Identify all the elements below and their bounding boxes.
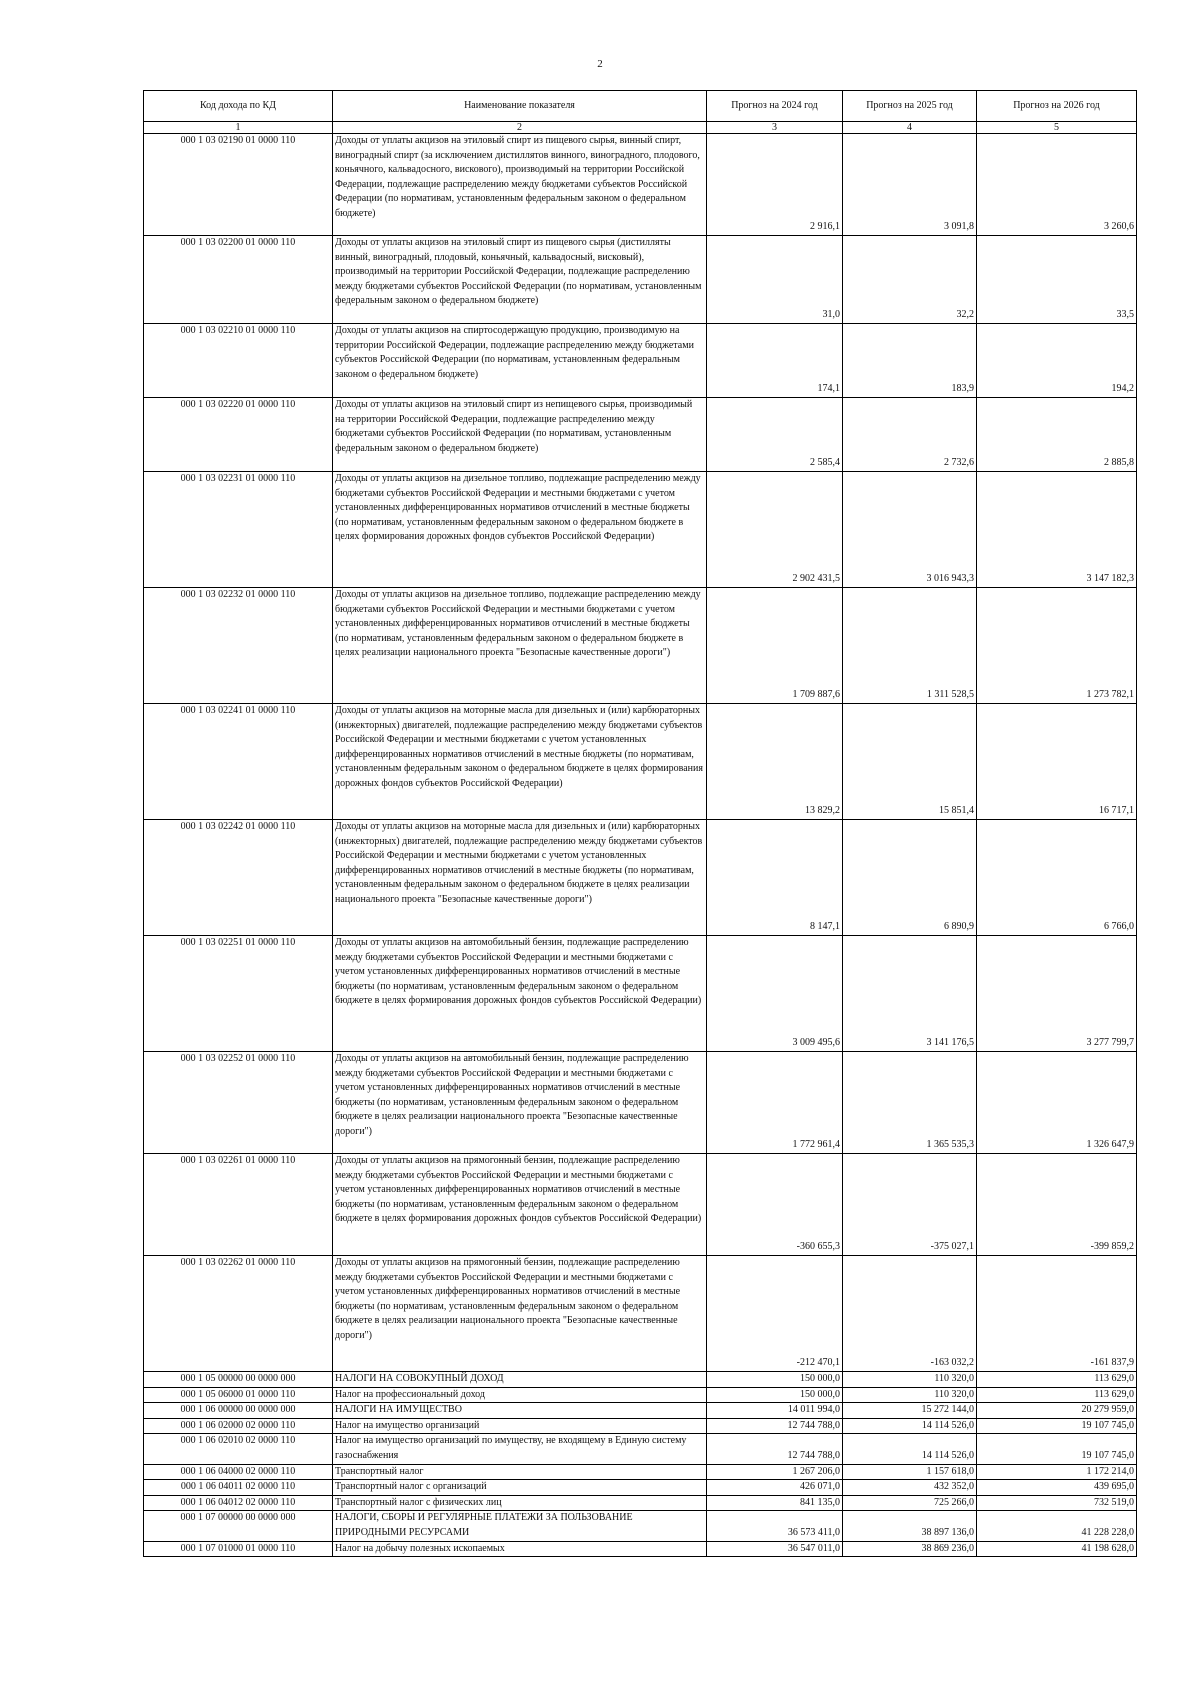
forecast-2026: 3 277 799,7 bbox=[977, 936, 1137, 1052]
indicator-name: НАЛОГИ, СБОРЫ И РЕГУЛЯРНЫЕ ПЛАТЕЖИ ЗА ПОЛЬЗОВАНИЕ ПРИРОДНЫМИ РЕСУРСАМИ bbox=[333, 1511, 707, 1541]
forecast-2025: 6 890,9 bbox=[843, 820, 977, 936]
table-row bbox=[144, 1403, 1137, 1419]
income-code: 000 1 06 04012 02 0000 110 bbox=[144, 1495, 333, 1511]
forecast-2025: -163 032,2 bbox=[843, 1256, 977, 1372]
table-row bbox=[144, 472, 1137, 588]
table-row bbox=[144, 324, 1137, 398]
forecast-2026: 1 273 782,1 bbox=[977, 588, 1137, 704]
forecast-2026: 19 107 745,0 bbox=[977, 1434, 1137, 1464]
forecast-2026: 20 279 959,0 bbox=[977, 1403, 1137, 1419]
forecast-2026: 113 629,0 bbox=[977, 1372, 1137, 1388]
forecast-2024: 1 709 887,6 bbox=[707, 588, 843, 704]
indicator-name: Транспортный налог bbox=[333, 1464, 707, 1480]
header-2025: Прогноз на 2025 год bbox=[843, 91, 977, 122]
indicator-name: Доходы от уплаты акцизов на этиловый спирт из непищевого сырья, производимый на территории Российской Федерации, подлежащие распределению между бюджетами субъектов Российской Федерации (по нормативам, установленным федеральным законом о федеральном бюджете) bbox=[333, 398, 707, 472]
column-number: 2 bbox=[333, 122, 707, 134]
indicator-name: Доходы от уплаты акцизов на спиртосодержащую продукцию, производимую на территории Российской Федерации, подлежащие распределению между бюджетами субъектов Российской Федерации (по нормативам, установленным федеральным законом о федеральном бюджете) bbox=[333, 324, 707, 398]
table-row bbox=[144, 1418, 1137, 1434]
income-code: 000 1 03 02252 01 0000 110 bbox=[144, 1052, 333, 1154]
forecast-2026: 6 766,0 bbox=[977, 820, 1137, 936]
forecast-2025: 3 091,8 bbox=[843, 134, 977, 236]
indicator-name: Налог на добычу полезных ископаемых bbox=[333, 1541, 707, 1557]
income-code: 000 1 03 02200 01 0000 110 bbox=[144, 236, 333, 324]
income-code: 000 1 07 00000 00 0000 000 bbox=[144, 1511, 333, 1541]
table-row bbox=[144, 1495, 1137, 1511]
column-number: 4 bbox=[843, 122, 977, 134]
forecast-2026: -161 837,9 bbox=[977, 1256, 1137, 1372]
forecast-2024: 150 000,0 bbox=[707, 1372, 843, 1388]
income-code: 000 1 06 04000 02 0000 110 bbox=[144, 1464, 333, 1480]
forecast-2024: -360 655,3 bbox=[707, 1154, 843, 1256]
forecast-2024: 2 902 431,5 bbox=[707, 472, 843, 588]
column-number-row bbox=[144, 122, 1137, 134]
income-code: 000 1 03 02210 01 0000 110 bbox=[144, 324, 333, 398]
income-code: 000 1 05 06000 01 0000 110 bbox=[144, 1387, 333, 1403]
header-2024: Прогноз на 2024 год bbox=[707, 91, 843, 122]
forecast-2025: 32,2 bbox=[843, 236, 977, 324]
forecast-2024: 14 011 994,0 bbox=[707, 1403, 843, 1419]
forecast-2025: 38 869 236,0 bbox=[843, 1541, 977, 1557]
indicator-name: Налог на имущество организаций bbox=[333, 1418, 707, 1434]
forecast-2026: 41 228 228,0 bbox=[977, 1511, 1137, 1541]
income-code: 000 1 03 02242 01 0000 110 bbox=[144, 820, 333, 936]
forecast-2024: 2 585,4 bbox=[707, 398, 843, 472]
table-body bbox=[144, 134, 1137, 1557]
income-code: 000 1 03 02251 01 0000 110 bbox=[144, 936, 333, 1052]
income-code: 000 1 05 00000 00 0000 000 bbox=[144, 1372, 333, 1388]
table-row bbox=[144, 1434, 1137, 1464]
forecast-2024: 841 135,0 bbox=[707, 1495, 843, 1511]
indicator-name: Налог на имущество организаций по имуществу, не входящему в Единую систему газоснабжения bbox=[333, 1434, 707, 1464]
indicator-name: Налог на профессиональный доход bbox=[333, 1387, 707, 1403]
forecast-2025: 14 114 526,0 bbox=[843, 1418, 977, 1434]
forecast-2024: 13 829,2 bbox=[707, 704, 843, 820]
forecast-2024: 2 916,1 bbox=[707, 134, 843, 236]
forecast-2024: 150 000,0 bbox=[707, 1387, 843, 1403]
forecast-2026: 194,2 bbox=[977, 324, 1137, 398]
income-code: 000 1 03 02261 01 0000 110 bbox=[144, 1154, 333, 1256]
forecast-2025: 1 365 535,3 bbox=[843, 1052, 977, 1154]
table-row bbox=[144, 1511, 1137, 1541]
indicator-name: Доходы от уплаты акцизов на дизельное топливо, подлежащие распределению между бюджетами субъектов Российской Федерации и местными бюджетами с учетом установленных дифференцированных нормативов отчислений в местные бюджеты (по нормативам, установленным федеральным законом о федеральном бюджете в целях реализации национального проекта "Безопасные качественные дороги") bbox=[333, 588, 707, 704]
forecast-2025: 725 266,0 bbox=[843, 1495, 977, 1511]
forecast-2025: 2 732,6 bbox=[843, 398, 977, 472]
indicator-name: Доходы от уплаты акцизов на этиловый спирт из пищевого сырья, винный спирт, виноградный спирт (за исключением дистиллятов винного, виноградного, плодового, коньячного, кальвадосного, вискового), производимый на территории Российской Федерации, подлежащие распределению между бюджетами субъектов Российской Федерации (по нормативам, установленным федеральным законом о федеральном бюджете) bbox=[333, 134, 707, 236]
forecast-2024: -212 470,1 bbox=[707, 1256, 843, 1372]
indicator-name: Доходы от уплаты акцизов на прямогонный бензин, подлежащие распределению между бюджетами субъектов Российской Федерации и местными бюджетами с учетом установленных дифференцированных нормативов отчислений в местные бюджеты (по нормативам, установленным федеральным законом о федеральном бюджете в целях формирования дорожных фондов субъектов Российской Федерации) bbox=[333, 1154, 707, 1256]
forecast-2024: 36 547 011,0 bbox=[707, 1541, 843, 1557]
forecast-2025: 38 897 136,0 bbox=[843, 1511, 977, 1541]
indicator-name: Доходы от уплаты акцизов на прямогонный бензин, подлежащие распределению между бюджетами субъектов Российской Федерации и местными бюджетами с учетом установленных дифференцированных нормативов отчислений в местные бюджеты (по нормативам, установленным федеральным законом о федеральном бюджете в целях реализации национального проекта "Безопасные качественные дороги") bbox=[333, 1256, 707, 1372]
table-row bbox=[144, 1387, 1137, 1403]
table-row bbox=[144, 1372, 1137, 1388]
forecast-2024: 36 573 411,0 bbox=[707, 1511, 843, 1541]
table-row bbox=[144, 588, 1137, 704]
indicator-name: Доходы от уплаты акцизов на этиловый спирт из пищевого сырья (дистилляты винный, виноградный, плодовый, коньячный, кальвадосный, висковый), производимый на территории Российской Федерации, подлежащие распределению между бюджетами субъектов Российской Федерации (по нормативам, установленным федеральным законом о федеральном бюджете) bbox=[333, 236, 707, 324]
header-row bbox=[144, 91, 1137, 122]
forecast-2026: 113 629,0 bbox=[977, 1387, 1137, 1403]
table-row bbox=[144, 134, 1137, 236]
table-row bbox=[144, 1480, 1137, 1496]
income-code: 000 1 06 02010 02 0000 110 bbox=[144, 1434, 333, 1464]
indicator-name: Доходы от уплаты акцизов на дизельное топливо, подлежащие распределению между бюджетами субъектов Российской Федерации и местными бюджетами с учетом установленных дифференцированных нормативов отчислений в местные бюджеты (по нормативам, установленным федеральным законом о федеральном бюджете в целях формирования дорожных фондов субъектов Российской Федерации) bbox=[333, 472, 707, 588]
forecast-2025: 14 114 526,0 bbox=[843, 1434, 977, 1464]
income-code: 000 1 03 02231 01 0000 110 bbox=[144, 472, 333, 588]
forecast-2025: 1 311 528,5 bbox=[843, 588, 977, 704]
table-row bbox=[144, 936, 1137, 1052]
forecast-2025: 110 320,0 bbox=[843, 1387, 977, 1403]
income-code: 000 1 03 02232 01 0000 110 bbox=[144, 588, 333, 704]
income-code: 000 1 03 02190 01 0000 110 bbox=[144, 134, 333, 236]
forecast-2024: 1 267 206,0 bbox=[707, 1464, 843, 1480]
forecast-2025: 3 016 943,3 bbox=[843, 472, 977, 588]
income-code: 000 1 07 01000 01 0000 110 bbox=[144, 1541, 333, 1557]
forecast-2026: 16 717,1 bbox=[977, 704, 1137, 820]
indicator-name: НАЛОГИ НА ИМУЩЕСТВО bbox=[333, 1403, 707, 1419]
forecast-2024: 8 147,1 bbox=[707, 820, 843, 936]
forecast-2025: -375 027,1 bbox=[843, 1154, 977, 1256]
forecast-2026: 3 147 182,3 bbox=[977, 472, 1137, 588]
forecast-2026: 439 695,0 bbox=[977, 1480, 1137, 1496]
table-row bbox=[144, 1256, 1137, 1372]
table-row bbox=[144, 398, 1137, 472]
forecast-2024: 12 744 788,0 bbox=[707, 1434, 843, 1464]
indicator-name: НАЛОГИ НА СОВОКУПНЫЙ ДОХОД bbox=[333, 1372, 707, 1388]
indicator-name: Доходы от уплаты акцизов на автомобильный бензин, подлежащие распределению между бюджетами субъектов Российской Федерации и местными бюджетами с учетом установленных дифференцированных нормативов отчислений в местные бюджеты (по нормативам, установленным федеральным законом о федеральном бюджете в целях формирования дорожных фондов субъектов Российской Федерации) bbox=[333, 936, 707, 1052]
income-code: 000 1 06 04011 02 0000 110 bbox=[144, 1480, 333, 1496]
forecast-2026: 19 107 745,0 bbox=[977, 1418, 1137, 1434]
forecast-2026: 732 519,0 bbox=[977, 1495, 1137, 1511]
forecast-2026: 1 326 647,9 bbox=[977, 1052, 1137, 1154]
header-code: Код дохода по КД bbox=[144, 91, 333, 122]
income-code: 000 1 03 02220 01 0000 110 bbox=[144, 398, 333, 472]
forecast-2024: 1 772 961,4 bbox=[707, 1052, 843, 1154]
forecast-2024: 12 744 788,0 bbox=[707, 1418, 843, 1434]
table-row bbox=[144, 820, 1137, 936]
forecast-2026: -399 859,2 bbox=[977, 1154, 1137, 1256]
table-row bbox=[144, 1052, 1137, 1154]
forecast-2025: 183,9 bbox=[843, 324, 977, 398]
indicator-name: Доходы от уплаты акцизов на моторные масла для дизельных и (или) карбюраторных (инжекторных) двигателей, подлежащие распределению между бюджетами субъектов Российской Федерации и местными бюджетами с учетом установленных дифференцированных нормативов отчислений в местные бюджеты (по нормативам, установленным федеральным законом о федеральном бюджете в целях формирования дорожных фондов субъектов Российской Федерации) bbox=[333, 704, 707, 820]
indicator-name: Доходы от уплаты акцизов на моторные масла для дизельных и (или) карбюраторных (инжекторных) двигателей, подлежащие распределению между бюджетами субъектов Российской Федерации и местными бюджетами с учетом установленных дифференцированных нормативов отчислений в местные бюджеты (по нормативам, установленным федеральным законом о федеральном бюджете в целях реализации национального проекта "Безопасные качественные дороги") bbox=[333, 820, 707, 936]
table-row bbox=[144, 1464, 1137, 1480]
forecast-2024: 3 009 495,6 bbox=[707, 936, 843, 1052]
income-code: 000 1 06 02000 02 0000 110 bbox=[144, 1418, 333, 1434]
page-number: 2 bbox=[597, 58, 603, 70]
forecast-2026: 41 198 628,0 bbox=[977, 1541, 1137, 1557]
forecast-2026: 1 172 214,0 bbox=[977, 1464, 1137, 1480]
forecast-2025: 1 157 618,0 bbox=[843, 1464, 977, 1480]
table-row bbox=[144, 704, 1137, 820]
column-number: 5 bbox=[977, 122, 1137, 134]
forecast-2025: 3 141 176,5 bbox=[843, 936, 977, 1052]
income-code: 000 1 03 02241 01 0000 110 bbox=[144, 704, 333, 820]
indicator-name: Транспортный налог с физических лиц bbox=[333, 1495, 707, 1511]
header-name: Наименование показателя bbox=[333, 91, 707, 122]
column-number: 1 bbox=[144, 122, 333, 134]
forecast-2025: 432 352,0 bbox=[843, 1480, 977, 1496]
income-code: 000 1 06 00000 00 0000 000 bbox=[144, 1403, 333, 1419]
forecast-2026: 33,5 bbox=[977, 236, 1137, 324]
forecast-2025: 15 272 144,0 bbox=[843, 1403, 977, 1419]
forecast-2026: 3 260,6 bbox=[977, 134, 1137, 236]
indicator-name: Транспортный налог с организаций bbox=[333, 1480, 707, 1496]
table-row bbox=[144, 1541, 1137, 1557]
header-2026: Прогноз на 2026 год bbox=[977, 91, 1137, 122]
forecast-2024: 31,0 bbox=[707, 236, 843, 324]
forecast-2024: 426 071,0 bbox=[707, 1480, 843, 1496]
table-row bbox=[144, 1154, 1137, 1256]
forecast-2025: 110 320,0 bbox=[843, 1372, 977, 1388]
forecast-2026: 2 885,8 bbox=[977, 398, 1137, 472]
revenue-forecast-table bbox=[143, 90, 1137, 1557]
income-code: 000 1 03 02262 01 0000 110 bbox=[144, 1256, 333, 1372]
indicator-name: Доходы от уплаты акцизов на автомобильный бензин, подлежащие распределению между бюджетами субъектов Российской Федерации и местными бюджетами с учетом установленных дифференцированных нормативов отчислений в местные бюджеты (по нормативам, установленным федеральным законом о федеральном бюджете в целях реализации национального проекта "Безопасные качественные дороги") bbox=[333, 1052, 707, 1154]
forecast-2025: 15 851,4 bbox=[843, 704, 977, 820]
table-row bbox=[144, 236, 1137, 324]
forecast-2024: 174,1 bbox=[707, 324, 843, 398]
column-number: 3 bbox=[707, 122, 843, 134]
